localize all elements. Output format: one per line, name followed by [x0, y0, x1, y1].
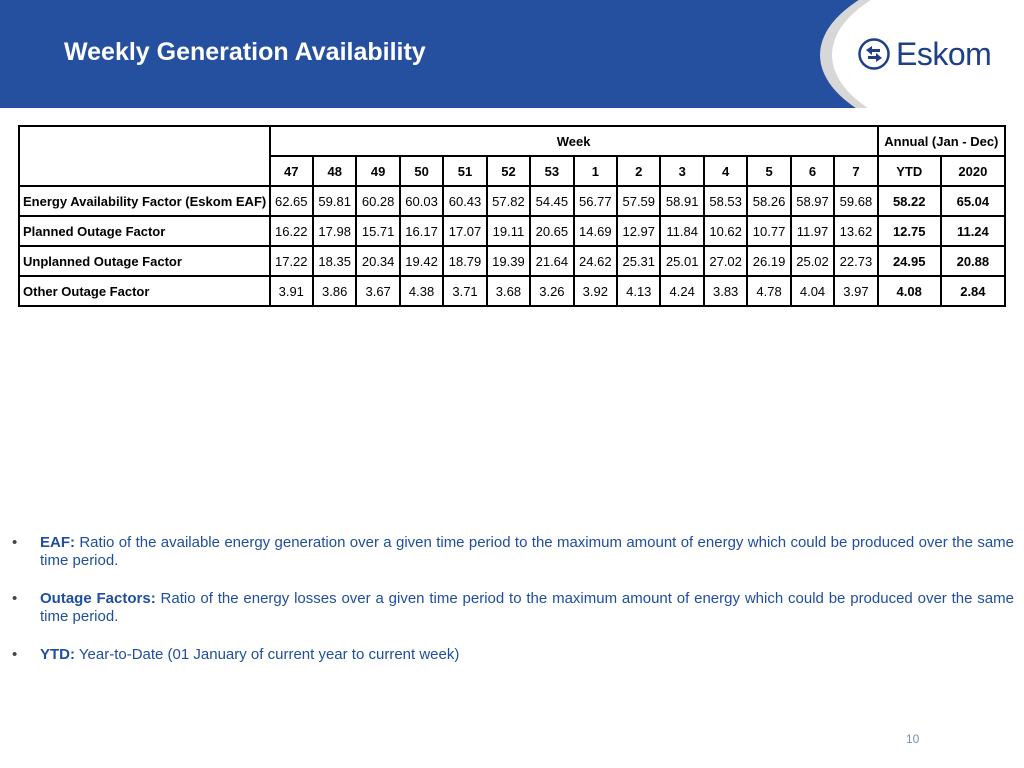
- row-label: Unplanned Outage Factor: [19, 246, 270, 276]
- week-value-cell: 17.22: [270, 246, 313, 276]
- bullet: •: [12, 590, 18, 607]
- week-value-cell: 20.34: [356, 246, 399, 276]
- note-ytd: [10, 646, 1014, 664]
- row-label: Energy Availability Factor (Eskom EAF): [19, 186, 270, 216]
- week-value-cell: 3.71: [443, 276, 486, 306]
- week-column-header: 4: [704, 156, 747, 186]
- row-label: Planned Outage Factor: [19, 216, 270, 246]
- annual-column-header: 2020: [941, 156, 1005, 186]
- note-term: EAF:: [40, 534, 75, 551]
- week-column-header: 50: [400, 156, 443, 186]
- annual-value-cell: 58.22: [878, 186, 941, 216]
- note-body: [40, 534, 1014, 570]
- week-value-cell: 25.31: [617, 246, 660, 276]
- week-column-header: 7: [834, 156, 877, 186]
- generation-table: [18, 125, 1006, 307]
- note-term: YTD:: [40, 646, 75, 663]
- week-value-cell: 11.97: [791, 216, 834, 246]
- week-value-cell: 21.64: [530, 246, 573, 276]
- annual-value-cell: 65.04: [941, 186, 1005, 216]
- week-value-cell: 58.26: [747, 186, 790, 216]
- week-value-cell: 13.62: [834, 216, 877, 246]
- table-row: [19, 246, 1005, 276]
- week-value-cell: 4.78: [747, 276, 790, 306]
- annual-value-cell: 2.84: [941, 276, 1005, 306]
- week-column-header: 47: [270, 156, 313, 186]
- week-value-cell: 16.17: [400, 216, 443, 246]
- note-body: [40, 590, 1014, 626]
- table-row: [19, 216, 1005, 246]
- week-column-header: 1: [574, 156, 617, 186]
- week-value-cell: 56.77: [574, 186, 617, 216]
- week-value-cell: 58.91: [660, 186, 703, 216]
- week-value-cell: 16.22: [270, 216, 313, 246]
- week-value-cell: 3.26: [530, 276, 573, 306]
- table-row: [19, 186, 1005, 216]
- annual-group-header: Annual (Jan - Dec): [878, 126, 1005, 156]
- week-column-header: 49: [356, 156, 399, 186]
- week-value-cell: 3.91: [270, 276, 313, 306]
- eskom-logo: [858, 34, 991, 74]
- page-title: Weekly Generation Availability: [64, 38, 426, 66]
- week-value-cell: 3.67: [356, 276, 399, 306]
- week-value-cell: 57.59: [617, 186, 660, 216]
- row-label: Other Outage Factor: [19, 276, 270, 306]
- week-value-cell: 18.35: [313, 246, 356, 276]
- week-value-cell: 3.97: [834, 276, 877, 306]
- week-value-cell: 3.86: [313, 276, 356, 306]
- week-column-header: 6: [791, 156, 834, 186]
- logo-text: Eskom: [896, 35, 992, 72]
- week-value-cell: 27.02: [704, 246, 747, 276]
- note-text: Year-to-Date (01 January of current year to current week): [75, 646, 460, 663]
- week-value-cell: 54.45: [530, 186, 573, 216]
- week-value-cell: 57.82: [487, 186, 530, 216]
- week-column-header: 52: [487, 156, 530, 186]
- week-column-header: 51: [443, 156, 486, 186]
- week-value-cell: 4.13: [617, 276, 660, 306]
- week-value-cell: 17.98: [313, 216, 356, 246]
- week-value-cell: 59.81: [313, 186, 356, 216]
- week-value-cell: 60.28: [356, 186, 399, 216]
- week-value-cell: 59.68: [834, 186, 877, 216]
- week-value-cell: 15.71: [356, 216, 399, 246]
- note-eaf: [10, 534, 1014, 570]
- week-value-cell: 4.24: [660, 276, 703, 306]
- definitions-list: [10, 534, 1014, 684]
- week-value-cell: 60.03: [400, 186, 443, 216]
- bullet: •: [12, 646, 18, 663]
- week-value-cell: 24.62: [574, 246, 617, 276]
- week-value-cell: 3.68: [487, 276, 530, 306]
- week-column-header: 48: [313, 156, 356, 186]
- note-outage-factors: [10, 590, 1014, 626]
- week-value-cell: 11.84: [660, 216, 703, 246]
- week-value-cell: 19.11: [487, 216, 530, 246]
- bullet: •: [12, 534, 18, 551]
- week-value-cell: 62.65: [270, 186, 313, 216]
- week-value-cell: 19.39: [487, 246, 530, 276]
- week-value-cell: 4.38: [400, 276, 443, 306]
- week-value-cell: 3.92: [574, 276, 617, 306]
- week-value-cell: 22.73: [834, 246, 877, 276]
- week-value-cell: 58.53: [704, 186, 747, 216]
- table-corner-cell: [19, 126, 270, 186]
- week-value-cell: 14.69: [574, 216, 617, 246]
- table-group-header-row: [19, 126, 1005, 156]
- header-bar: [0, 0, 1024, 108]
- week-value-cell: 10.62: [704, 216, 747, 246]
- week-column-header: 53: [530, 156, 573, 186]
- week-group-header: Week: [270, 126, 878, 156]
- annual-value-cell: 24.95: [878, 246, 941, 276]
- note-text: Ratio of the available energy generation over a given time period to the maximum amount of energy which could be produced over the same time period.: [40, 534, 1014, 569]
- note-term: Outage Factors:: [40, 590, 156, 607]
- week-value-cell: 58.97: [791, 186, 834, 216]
- table-row: [19, 276, 1005, 306]
- note-text: Ratio of the energy losses over a given time period to the maximum amount of energy which could be produced over the same time period.: [40, 590, 1014, 625]
- week-value-cell: 17.07: [443, 216, 486, 246]
- week-value-cell: 4.04: [791, 276, 834, 306]
- note-body: [40, 646, 1014, 664]
- page-number: 10: [906, 732, 920, 746]
- annual-column-header: YTD: [878, 156, 941, 186]
- week-value-cell: 60.43: [443, 186, 486, 216]
- annual-value-cell: 4.08: [878, 276, 941, 306]
- week-column-header: 5: [747, 156, 790, 186]
- week-value-cell: 26.19: [747, 246, 790, 276]
- annual-value-cell: 20.88: [941, 246, 1005, 276]
- week-column-header: 3: [660, 156, 703, 186]
- week-value-cell: 20.65: [530, 216, 573, 246]
- eskom-emblem-icon: [858, 38, 890, 70]
- week-value-cell: 12.97: [617, 216, 660, 246]
- annual-value-cell: 11.24: [941, 216, 1005, 246]
- annual-value-cell: 12.75: [878, 216, 941, 246]
- week-column-header: 2: [617, 156, 660, 186]
- week-value-cell: 10.77: [747, 216, 790, 246]
- week-value-cell: 18.79: [443, 246, 486, 276]
- week-value-cell: 19.42: [400, 246, 443, 276]
- week-value-cell: 3.83: [704, 276, 747, 306]
- week-value-cell: 25.02: [791, 246, 834, 276]
- week-value-cell: 25.01: [660, 246, 703, 276]
